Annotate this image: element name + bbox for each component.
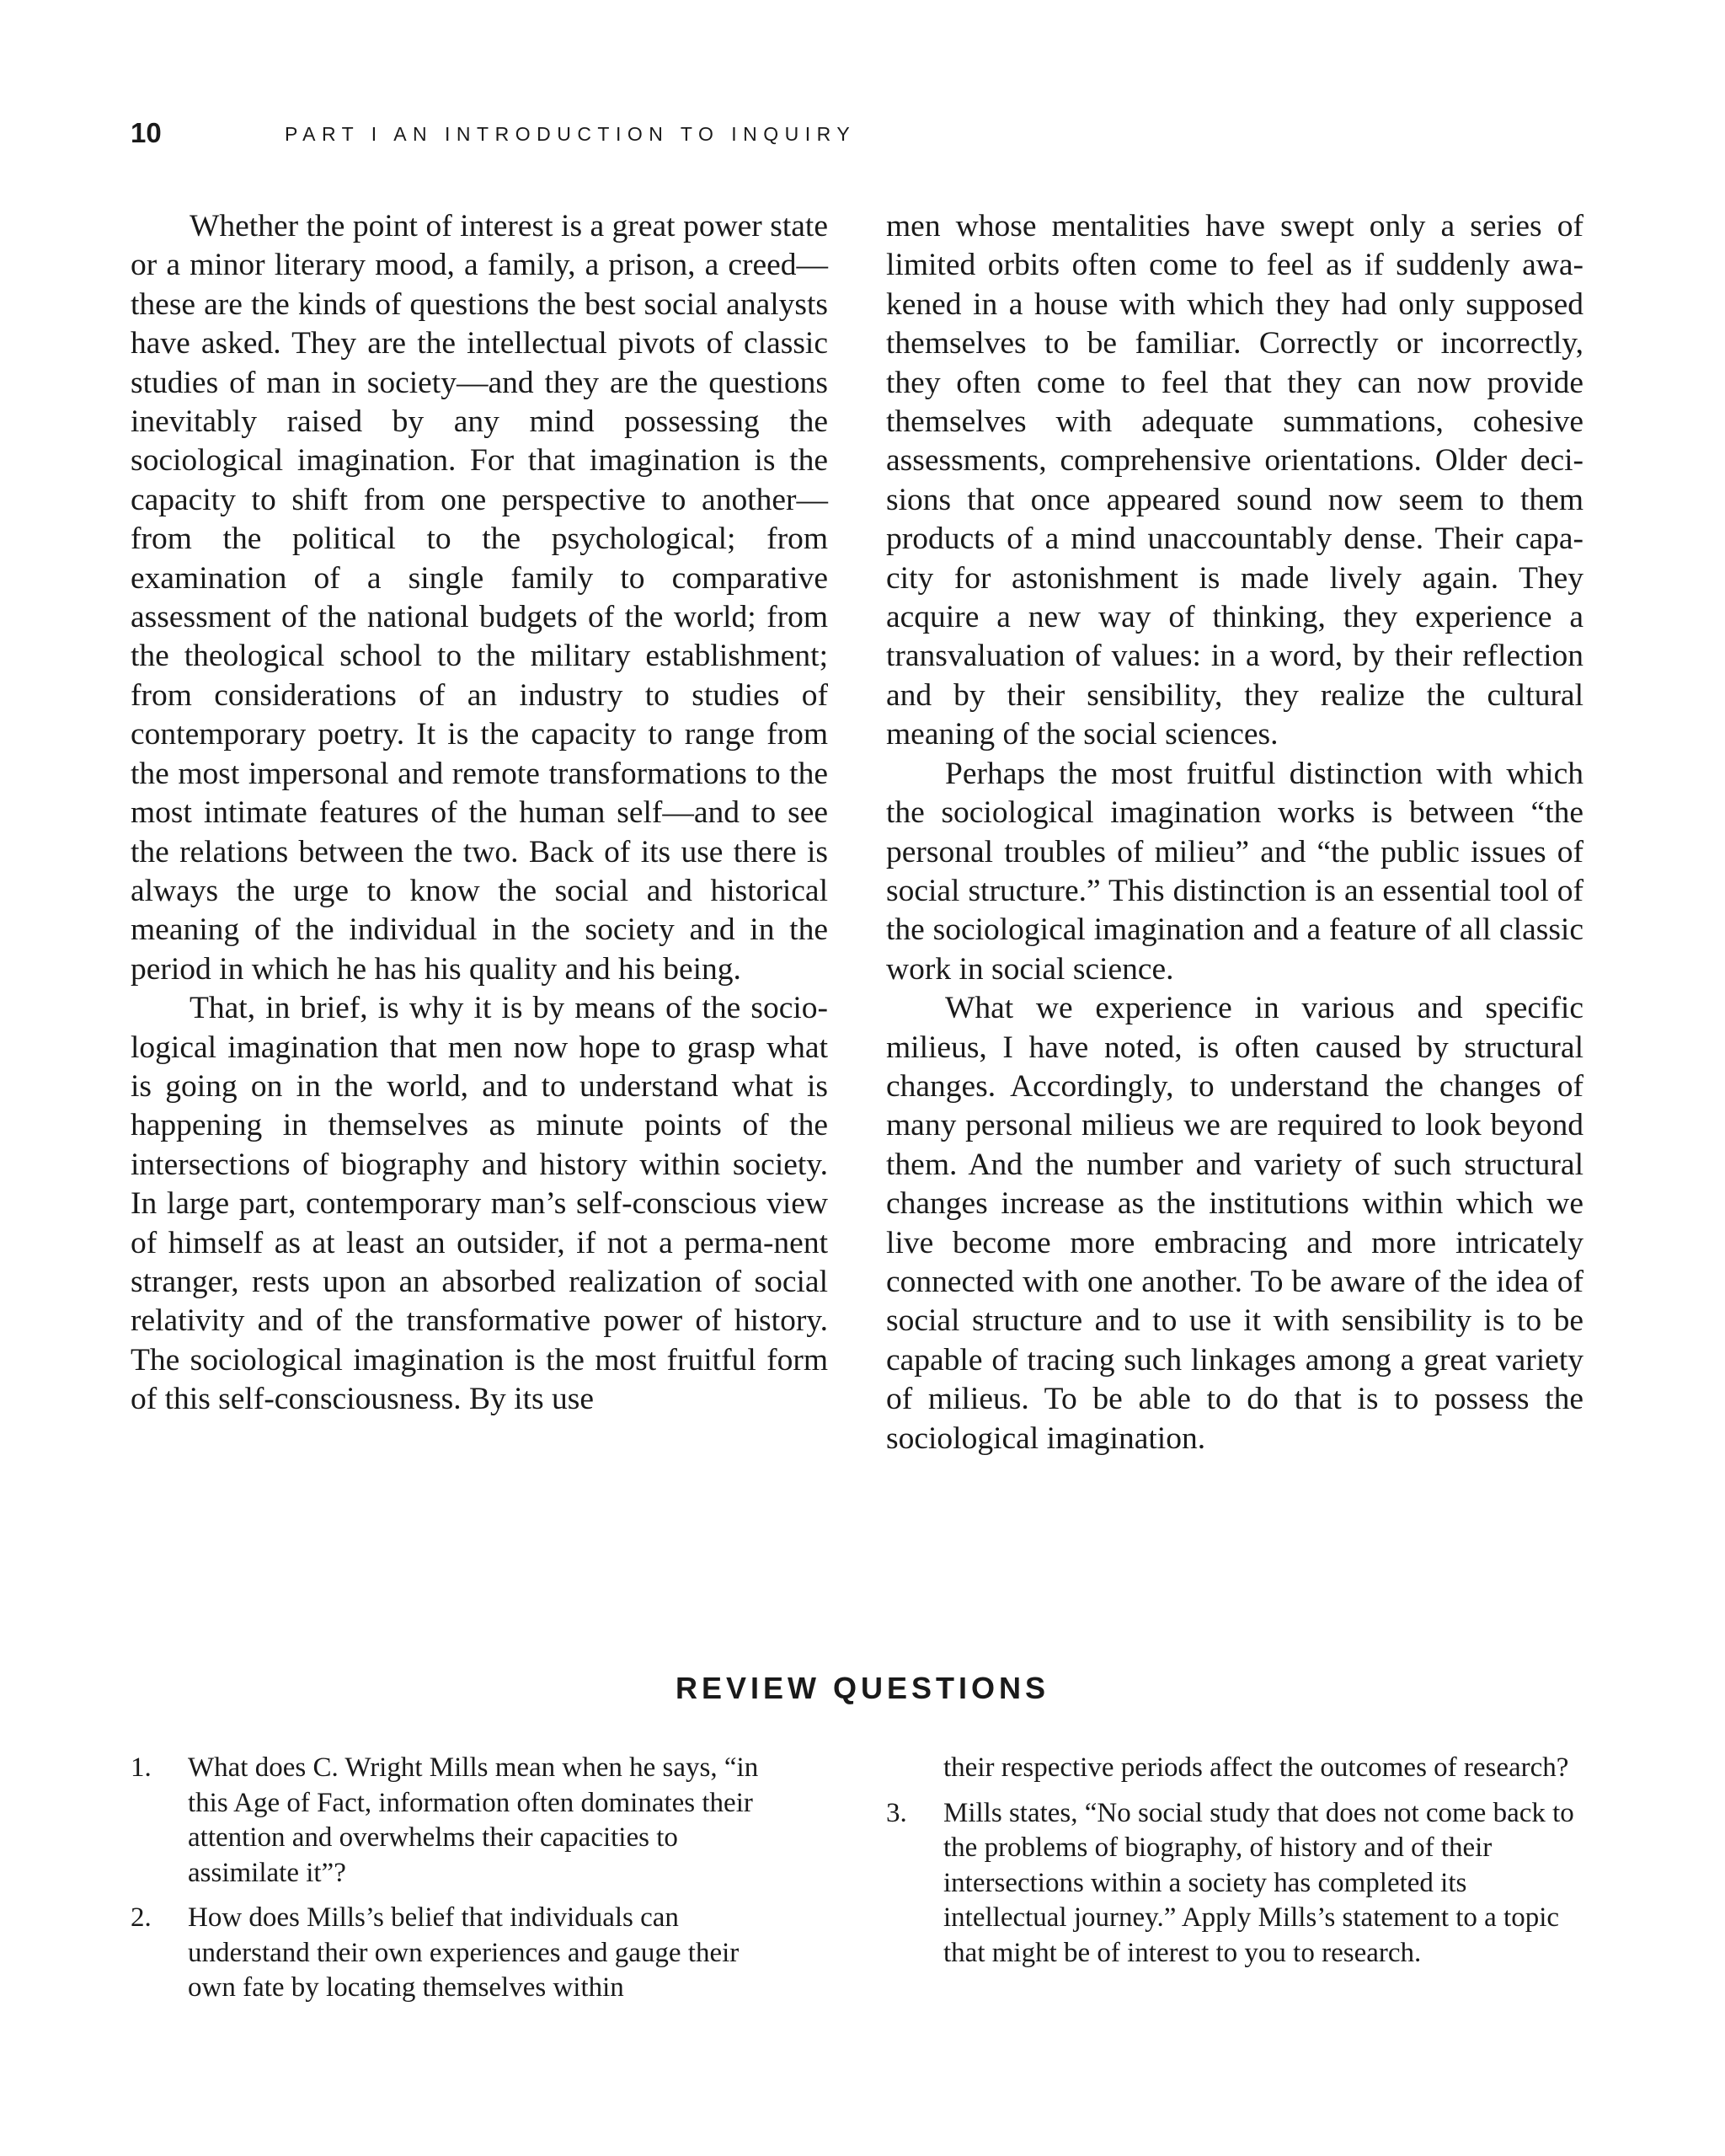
review-questions-heading: REVIEW QUESTIONS [675,1671,1050,1705]
review-question-1 [131,1751,771,1891]
question-text: Mills states, “No social study that does not come back to the problems of biography, of history and of their intersections within a society has completed its intellectual journey.” Apply Mills’s statement to a topic that might be of interest to you to research. [943,1797,1574,1968]
left-text-column [131,207,828,1420]
question-number: 3. [886,1797,907,1828]
paragraph-continuation: men whose mentalities have swept only a series of limited orbits often come to feel as if suddenly awa-kened in a house with which they had only supposed themselves to be familiar. Correctly or incorrectly, they often come to feel that they can now provide themselves with adequate summations, cohesive assessments, comprehensive orientations. Older deci-sions that once appeared sound now seem to them products of a mind unaccountably dense. Their capa-city for astonishment is made lively again. They acquire a new way of thinking, they experience a transvaluation of values: in a word, by their reflection and by their sensibility, they realize the cultural meaning of the social sciences. [886,209,1583,752]
review-questions-right-column [886,1751,1590,1981]
review-question-2-continuation: their respective periods affect the outcomes of research? [943,1752,1569,1783]
running-head: PART I AN INTRODUCTION TO INQUIRY [285,123,857,145]
review-question-2 [131,1901,771,2006]
paragraph: What we experience in various and specific milieus, I have noted, is often caused by structural changes. Accordingly, to understand the changes of many personal milieus we are required to look beyond them. And the number and variety of such structural changes increase as the institutions within which we live become more embracing and more intricately connected with one another. To be aware of the idea of social structure and to use it with sensibility is to be capable of tracing such linkages among a great variety of milieus. To be able to do that is to possess the sociological imagination. [886,991,1583,1456]
paragraph: That, in brief, is why it is by means of the socio-logical imagination that men now hope to grasp what is going on in the world, and to understand what is happening in themselves as minute points of the intersections of biography and history within society. In large part, contemporary man’s self-conscious view of himself as at least an outsider, if not a perma-nent stranger, rests upon an absorbed realization of social relativity and of the transformative power of history. The sociological imagination is the most fruitful form of this self-consciousness. By its use [131,991,828,1417]
question-number: 1. [131,1752,152,1783]
question-number: 2. [131,1902,152,1933]
paragraph: Perhaps the most fruitful distinction with which the sociological imagination works is between “the personal troubles of milieu” and “the public issues of social structure.” This distinction is an essential tool of the sociological imagination and a feature of all classic work in social science. [886,756,1583,987]
paragraph: Whether the point of interest is a great power state or a minor literary mood, a family, a prison, a creed—these are the kinds of questions the best social analysts have asked. They are the intellectual pivots of classic studies of man in society—and they are the questions inevitably raised by any mind possessing the sociological imagination. For that imagination is the capacity to shift from one perspective to another—from the political to the psychological; from examination of a single family to comparative assessment of the national budgets of the world; from the theological school to the military establishment; from considerations of an industry to studies of contemporary poetry. It is the capacity to range from the most impersonal and remote transformations to the most intimate features of the human self—and to see the relations between the two. Back of its use there is always the urge to know the social and historical meaning of the individual in the society and in the period in which he has his quality and his being. [131,209,828,987]
question-text: How does Mills’s belief that individuals can understand their own experiences and gauge their own fate by locating themselves within [188,1902,740,2003]
right-text-column [886,207,1583,1458]
review-question-3 [886,1796,1590,1971]
review-questions-left-column [131,1751,771,2016]
page-number: 10 [131,117,162,148]
question-text: What does C. Wright Mills mean when he says, “in this Age of Fact, information often dominates their attention and overwhelms their capacities to assimilate it”? [188,1752,759,1888]
